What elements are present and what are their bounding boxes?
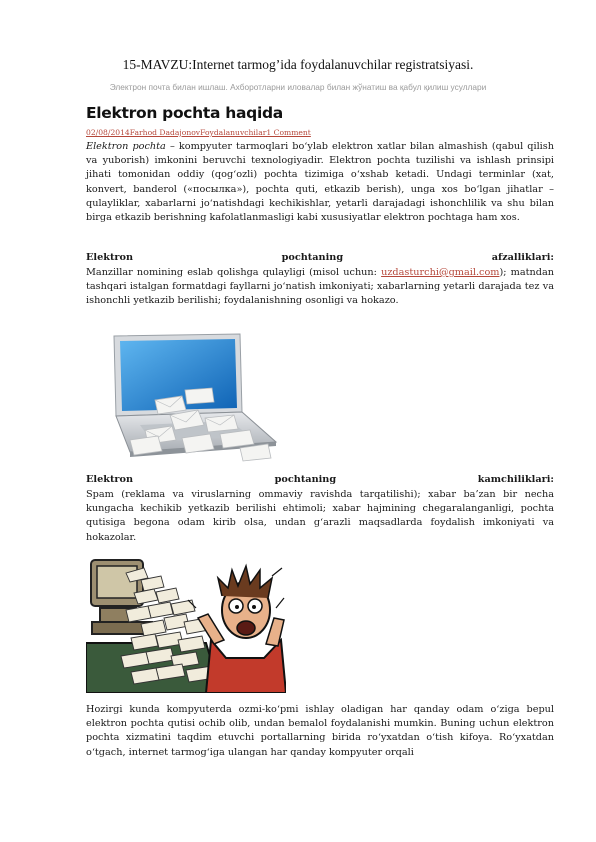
intro-term: Elektron pochta bbox=[86, 141, 166, 152]
disadvantages-heading bbox=[86, 474, 554, 485]
email-link[interactable]: uzdasturchi@gmail.com bbox=[381, 267, 500, 278]
advantages-text-pre: Manzillar nomining eslab qolishga qulayligi (misol uchun: bbox=[86, 267, 382, 278]
spam-cartoon-illustration bbox=[86, 548, 286, 693]
disadvantages-word-3: kamchiliklari: bbox=[477, 474, 554, 485]
advantages-text-post: ); matndan tashqari istalgan formatdagi fayllarni jo‘natish imkoniyati; xabarlarning yetarli darajada tez va ishonchli yetkazib berilishi; foydalanishning osonligi va hokazo. bbox=[86, 267, 554, 307]
article-heading[interactable]: Elektron pochta haqida bbox=[86, 104, 283, 122]
intro-text: – kompyuter tarmoqlari bo‘ylab elektron xatlar bilan almashish (qabul qilish va yuborish) imkonini beruvchi texnologiyadir. Elektron pochta tuzilishi va ishlash prinsipi jihati tomonidan oddiy (qog‘ozli) pochta tizimiga o‘xshab ketadi. Undagi terminlar (xat, konvert, banderol («посылка»), pochta quti, etkazib berish), unga xos bo‘lgan jihatlar – qulayliklar, xabarlarni jo‘natishdagi kechikishlar, yetarli darajadagi ishonchlilik va shu bilan birga etkazib berishning kafolatlanmasligi kabi xususiyatlar elektron pochtaga ham xos. bbox=[86, 141, 554, 224]
final-paragraph: Hozirgi kunda kompyuterda ozmi-ko‘pmi ishlay oladigan har qanday odam o‘ziga bepul elektron pochta qutisi ochib olib, undan bemalol foydalanishi mumkin. Buning uchun elektron pochta xizmatini taqdim etuvchi portallarning birida ro‘yxatdan o‘tish kifoya. Ro‘yxatdan o‘tgach, internet tarmog‘iga ulangan har qanday kompyuter orqali bbox=[86, 704, 554, 758]
intro-paragraph bbox=[86, 140, 554, 225]
page-title: 15-MAVZU:Internet tarmog’ida foydalanuvchilar registratsiyasi. bbox=[122, 57, 474, 72]
disadvantages-word-1: Elektron bbox=[86, 474, 134, 485]
article-meta-link[interactable]: 02/08/2014Farhod DadajonovFoydalanuvchilar1 Comment bbox=[86, 128, 311, 137]
laptop-email-illustration bbox=[100, 330, 280, 465]
advantages-word-1: Elektron bbox=[86, 252, 134, 263]
advantages-word-3: afzalliklari: bbox=[491, 252, 554, 263]
advantages-word-2: pochtaning bbox=[281, 252, 344, 263]
page-subtitle: Электрон почта билан ишлаш. Ахборотларни иловалар билан жўнатиш ва қабул қилиш усуллари bbox=[109, 82, 487, 92]
advantages-paragraph bbox=[86, 266, 554, 309]
advantages-heading bbox=[86, 252, 554, 263]
disadvantages-paragraph: Spam (reklama va viruslarning ommaviy ravishda tarqatilishi); xabar ba’zan bir necha kungacha kechikib yetkazib berilishi ehtimoli; xabar hajmining chegaralanganligi, pochta qutisiga begona odam kirib olsa, undan g‘arazli maqsadlarda foydalish imkoniyati va hokazolar. bbox=[86, 489, 554, 543]
disadvantages-word-2: pochtaning bbox=[274, 474, 337, 485]
